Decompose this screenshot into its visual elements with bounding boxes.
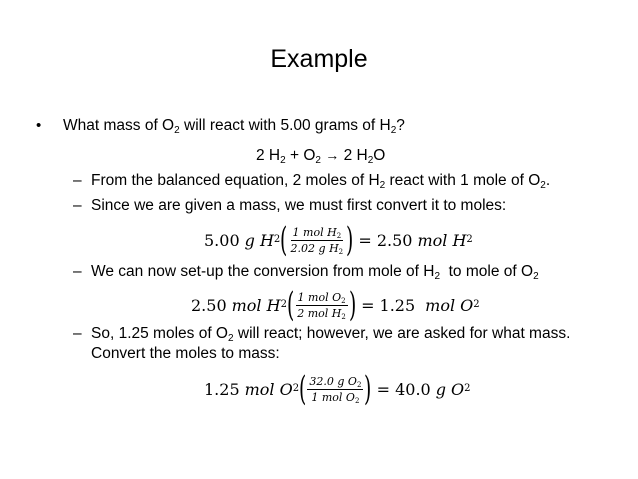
step-moles-to-mass: So, 1.25 moles of $O_2$ will react; however, we are asked for what mass. <box>91 325 571 344</box>
conversion-factor: $\frac{1 mol H_2}{2.02 g H_2}$ <box>290 225 344 256</box>
dash-marker: – <box>73 197 82 214</box>
dash-marker: – <box>73 325 82 342</box>
conversion-grams-to-moles: 5.00 g H 2 ( $\frac{1 mol H_2}{2.02 g H_2}$ ) = 2.50 mol H 2 <box>204 220 473 260</box>
step-moles-to-mass-line2: Convert the moles to mass: <box>91 345 280 362</box>
question-text: What mass of $O_2$ will react with 5.00 grams of $H_2$? <box>63 117 405 136</box>
step-convert-to-moles: Since we are given a mass, we must first convert it to moles: <box>91 197 507 214</box>
arrow-icon: → <box>325 147 340 163</box>
step-mole-ratio: We can now set-up the conversion from mole of $H_2$ to mole of $O_2$ <box>91 263 539 282</box>
conversion-moles-to-grams: 1.25 mol O 2 ( $\frac{32.0 g O_2}{1 mol O_2}$ ) = 40.0 g O 2 <box>204 369 471 409</box>
step-balanced-ratio: From the balanced equation, 2 moles of $H_2$ react with 1 mole of $O_2$. <box>91 172 551 191</box>
balanced-equation: 2 $H_2 + O_2 \to 2$ $H_2O$ <box>256 147 386 166</box>
dash-marker: – <box>73 172 82 189</box>
molar-mass-factor: $\frac{32.0 g O_2}{1 mol O_2}$ <box>309 374 362 405</box>
slide-title: Example <box>270 45 368 73</box>
mole-ratio-factor: $\frac{1 mol O_2}{2 mol H_2}$ <box>297 290 346 321</box>
dash-marker: – <box>73 263 82 280</box>
conversion-moles-h2-to-o2: 2.50 mol H 2 ( $\frac{1 mol O_2}{2 mol H_2}$ ) = 1.25 mol O 2 <box>191 285 480 325</box>
bullet-symbol: • <box>36 117 42 134</box>
